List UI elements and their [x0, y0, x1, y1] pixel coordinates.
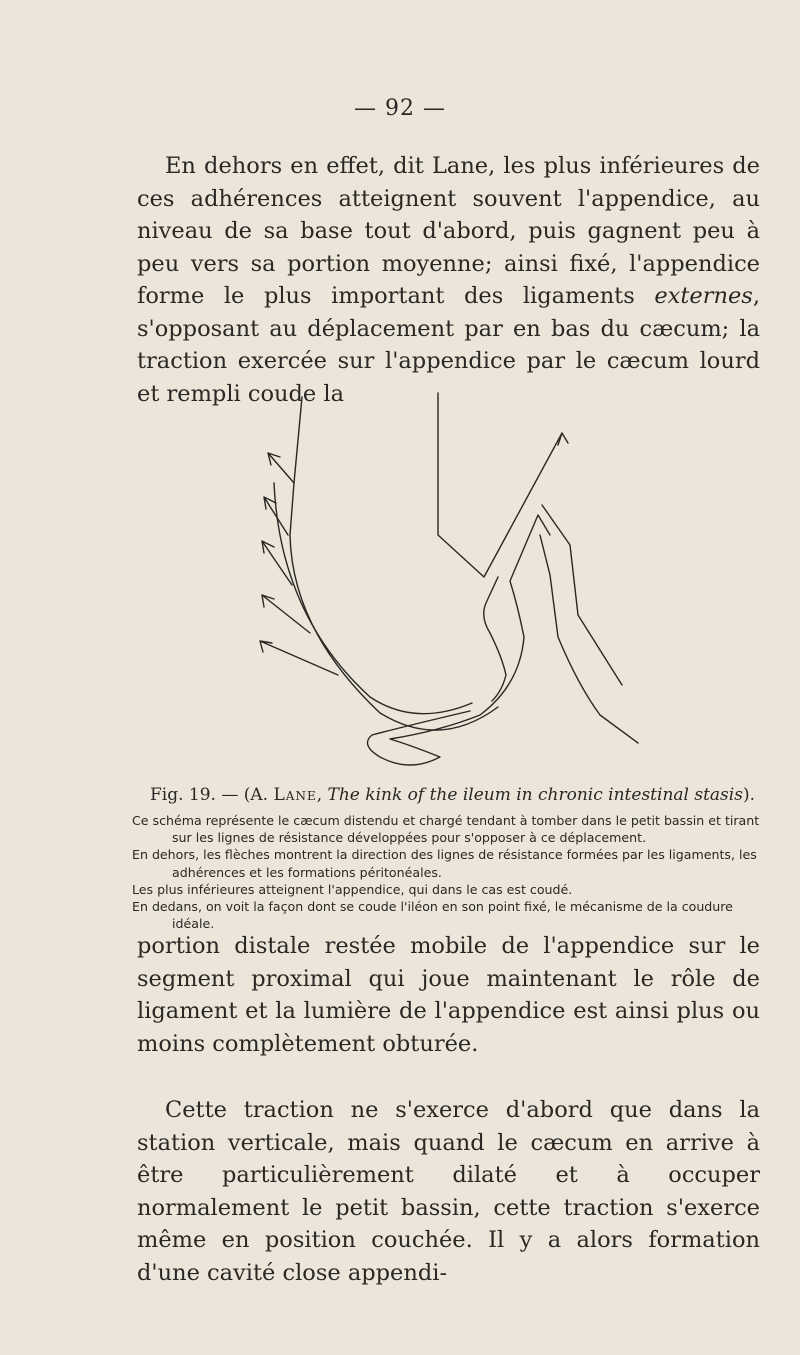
- ileum: [438, 393, 568, 577]
- caption-end: ).: [742, 785, 755, 805]
- paragraph-3: [137, 1094, 760, 1289]
- caption-line: Ce schéma représente le cæcum distendu et chargé tendant à tomber dans le petit bassin et tirant sur les lignes de résistance développées pour s'opposer à ce déplacement.: [132, 813, 760, 846]
- arrow-1-icon: [268, 453, 294, 483]
- caption-line: En dedans, on voit la façon dont se coude l'iléon en son point fixé, le mécanisme de la coudure idéale.: [132, 899, 733, 932]
- caption-author: Lane: [273, 785, 317, 805]
- paragraph-2: portion distale restée mobile de l'appendice sur le segment proximal qui joue maintenant le rôle de ligament et la lumière de l'appendice est ainsi plus ou moins complètement obturée.: [137, 933, 760, 1057]
- figure-caption-title: [150, 784, 770, 806]
- arrow-2-icon: [264, 497, 288, 535]
- ileum-lower-wall: [540, 535, 638, 743]
- paragraph-1-emphasis: externes: [654, 283, 753, 309]
- caption-line: En dehors, les flèches montrent la direction des lignes de résistance formées par les ligaments, les adhérences et les formations péritonéales.: [132, 847, 757, 880]
- arrow-3-icon: [262, 541, 292, 585]
- paragraph-1-text-end: , s'opposant au déplacement par en bas du cæcum; la traction exercée sur l'appendice par le cæcum lourd et rempli coude la: [137, 283, 760, 407]
- figure-19-diagram: [240, 385, 660, 780]
- caption-label: Fig. 19. — (A.: [150, 785, 274, 805]
- caption-title-italic: The kink of the ileum in chronic intestinal stasis: [327, 785, 743, 805]
- ileum-right-wall: [542, 505, 622, 685]
- kink-diagram: [240, 385, 660, 780]
- caecum-outer-wall: [290, 397, 498, 730]
- ileum-kink: [484, 577, 506, 701]
- caecum-inner-wall: [274, 483, 472, 714]
- paragraph-3-text: Cette traction ne s'exerce d'abord que dans la station verticale, mais quand le cæcum en arrive à être particulièrement dilaté et à occuper normalement le petit bassin, cette traction s'exerce même en position couchée. Il y a alors formation d'une cavité close appendi-: [137, 1097, 760, 1286]
- page-number: — 92 —: [354, 96, 446, 121]
- paragraph-1: [137, 150, 760, 410]
- caption-line: Les plus inférieures atteignent l'appendice, qui dans le cas est coudé.: [132, 881, 573, 897]
- caption-separator: ,: [316, 785, 328, 805]
- figure-caption-body: [132, 812, 772, 932]
- paragraph-1-text: En dehors en effet, dit Lane, les plus inférieures de ces adhérences atteignent souvent l'appendice, au niveau de sa base tout d'abord, puis gagnent peu à peu vers sa portion moyenne; ainsi fixé, l'appendice forme le plus important des ligaments: [137, 153, 760, 309]
